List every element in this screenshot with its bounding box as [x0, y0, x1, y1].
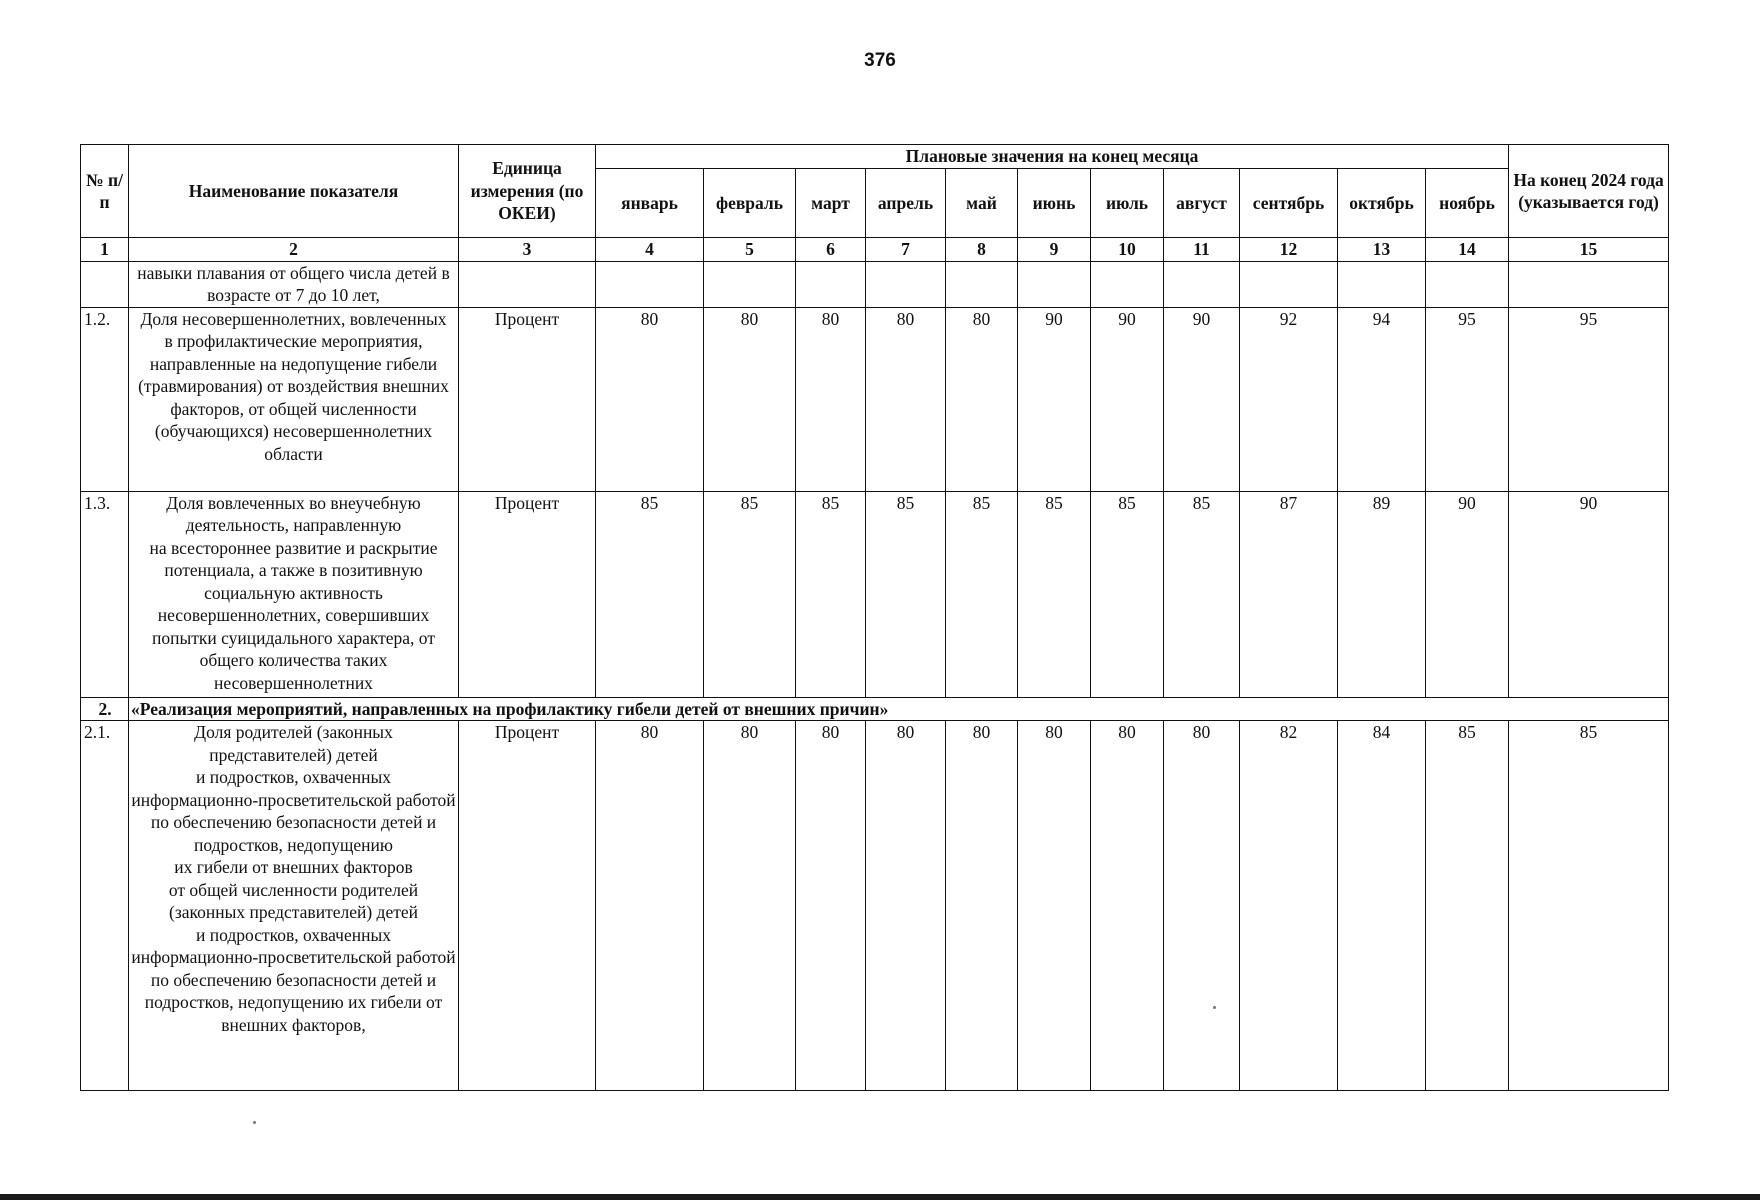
header-month: сентябрь	[1240, 169, 1338, 238]
column-number: 13	[1338, 238, 1426, 262]
month-value: 85	[704, 491, 796, 697]
column-number: 12	[1240, 238, 1338, 262]
table-header	[81, 145, 1669, 262]
month-value: 90	[1091, 307, 1164, 491]
header-month: октябрь	[1338, 169, 1426, 238]
month-value	[1018, 261, 1091, 307]
section-title: «Реализация мероприятий, направленных на профилактику гибели детей от внешних причин»	[129, 697, 1669, 721]
month-value: 85	[1091, 491, 1164, 697]
month-value: 92	[1240, 307, 1338, 491]
row-number	[81, 261, 129, 307]
month-value: 80	[1018, 721, 1091, 1091]
month-value: 85	[596, 491, 704, 697]
month-value	[1240, 261, 1338, 307]
month-value	[796, 261, 866, 307]
indicators-table	[80, 144, 1669, 1091]
year-end-value: 95	[1509, 307, 1669, 491]
column-number: 8	[946, 238, 1018, 262]
header-name: Наименование показателя	[129, 145, 459, 238]
row-number: 1.2.	[81, 307, 129, 491]
month-value: 90	[1426, 491, 1509, 697]
column-number: 14	[1426, 238, 1509, 262]
row-number: 1.3.	[81, 491, 129, 697]
page-number: 376	[864, 50, 896, 71]
unit-cell: Процент	[459, 721, 596, 1091]
year-end-value	[1509, 261, 1669, 307]
table-row	[81, 491, 1669, 697]
indicator-name: навыки плавания от общего числа детей в возрасте от 7 до 10 лет,	[129, 261, 459, 307]
month-value: 80	[796, 307, 866, 491]
month-value: 80	[796, 721, 866, 1091]
month-value: 85	[1018, 491, 1091, 697]
indicator-name: Доля родителей (законных представителей) детей и подростков, охваченных информационно-просветительской работой по обеспечению безопасности детей и подростков, недопущению их гибели от внешних факторов от общей численности родителей (законных представителей) детей и подростков, охваченных информационно-просветительской работой по обеспечению безопасности детей и подростков, недопущению их гибели от внешних факторов,	[129, 721, 459, 1091]
row-number: 2.1.	[81, 721, 129, 1091]
indicator-name: Доля вовлеченных во внеучебную деятельность, направленную на всестороннее развитие и раскрытие потенциала, а также в позитивную социальную активность несовершеннолетних, совершивших попытки суицидального характера, от общего количества таких несовершеннолетних	[129, 491, 459, 697]
month-value: 85	[1164, 491, 1240, 697]
month-value	[1426, 261, 1509, 307]
month-value: 80	[704, 307, 796, 491]
month-value: 85	[1426, 721, 1509, 1091]
month-value: 80	[596, 721, 704, 1091]
month-value	[596, 261, 704, 307]
header-month: ноябрь	[1426, 169, 1509, 238]
column-number: 5	[704, 238, 796, 262]
column-number: 7	[866, 238, 946, 262]
month-value: 90	[1018, 307, 1091, 491]
month-value: 80	[596, 307, 704, 491]
month-value	[1091, 261, 1164, 307]
column-number: 9	[1018, 238, 1091, 262]
header-month: март	[796, 169, 866, 238]
column-number: 1	[81, 238, 129, 262]
column-number: 4	[596, 238, 704, 262]
table-row	[81, 721, 1669, 1091]
unit-cell	[459, 261, 596, 307]
unit-cell: Процент	[459, 307, 596, 491]
month-value: 87	[1240, 491, 1338, 697]
header-planned: Плановые значения на конец месяца	[596, 145, 1509, 169]
month-value: 89	[1338, 491, 1426, 697]
month-value: 84	[1338, 721, 1426, 1091]
table-body	[81, 261, 1669, 1091]
month-value: 80	[946, 307, 1018, 491]
month-value: 80	[866, 307, 946, 491]
scan-dot	[253, 1121, 256, 1124]
year-end-value: 85	[1509, 721, 1669, 1091]
scan-dot	[1213, 1006, 1216, 1009]
section-number: 2.	[81, 697, 129, 721]
header-month: июнь	[1018, 169, 1091, 238]
month-value	[866, 261, 946, 307]
month-value: 85	[866, 491, 946, 697]
month-value: 80	[704, 721, 796, 1091]
month-value: 85	[796, 491, 866, 697]
header-month: май	[946, 169, 1018, 238]
table-row	[81, 261, 1669, 307]
column-number: 10	[1091, 238, 1164, 262]
column-number: 2	[129, 238, 459, 262]
scan-edge	[0, 1194, 1760, 1200]
month-value: 80	[1164, 721, 1240, 1091]
year-end-value: 90	[1509, 491, 1669, 697]
header-month: апрель	[866, 169, 946, 238]
month-value: 80	[946, 721, 1018, 1091]
column-number: 15	[1509, 238, 1669, 262]
header-month: август	[1164, 169, 1240, 238]
header-unit: Единица измерения (по ОКЕИ)	[459, 145, 596, 238]
month-value: 94	[1338, 307, 1426, 491]
unit-cell: Процент	[459, 491, 596, 697]
month-value: 95	[1426, 307, 1509, 491]
header-month: январь	[596, 169, 704, 238]
table-row	[81, 307, 1669, 491]
month-value: 85	[946, 491, 1018, 697]
column-number: 3	[459, 238, 596, 262]
section-row	[81, 697, 1669, 721]
header-num: № п/п	[81, 145, 129, 238]
month-value: 80	[866, 721, 946, 1091]
month-value: 80	[1091, 721, 1164, 1091]
month-value	[946, 261, 1018, 307]
month-value	[1338, 261, 1426, 307]
month-value	[704, 261, 796, 307]
column-numbers-row	[81, 238, 1669, 262]
month-value	[1164, 261, 1240, 307]
month-value: 90	[1164, 307, 1240, 491]
month-value: 82	[1240, 721, 1338, 1091]
header-year-end: На конец 2024 года (указывается год)	[1509, 145, 1669, 238]
column-number: 6	[796, 238, 866, 262]
column-number: 11	[1164, 238, 1240, 262]
indicator-name: Доля несовершеннолетних, вовлеченных в профилактические мероприятия, направленные на недопущение гибели (травмирования) от воздействия внешних факторов, от общей численности (обучающихся) несовершеннолетних области	[129, 307, 459, 491]
header-month: июль	[1091, 169, 1164, 238]
header-month: февраль	[704, 169, 796, 238]
